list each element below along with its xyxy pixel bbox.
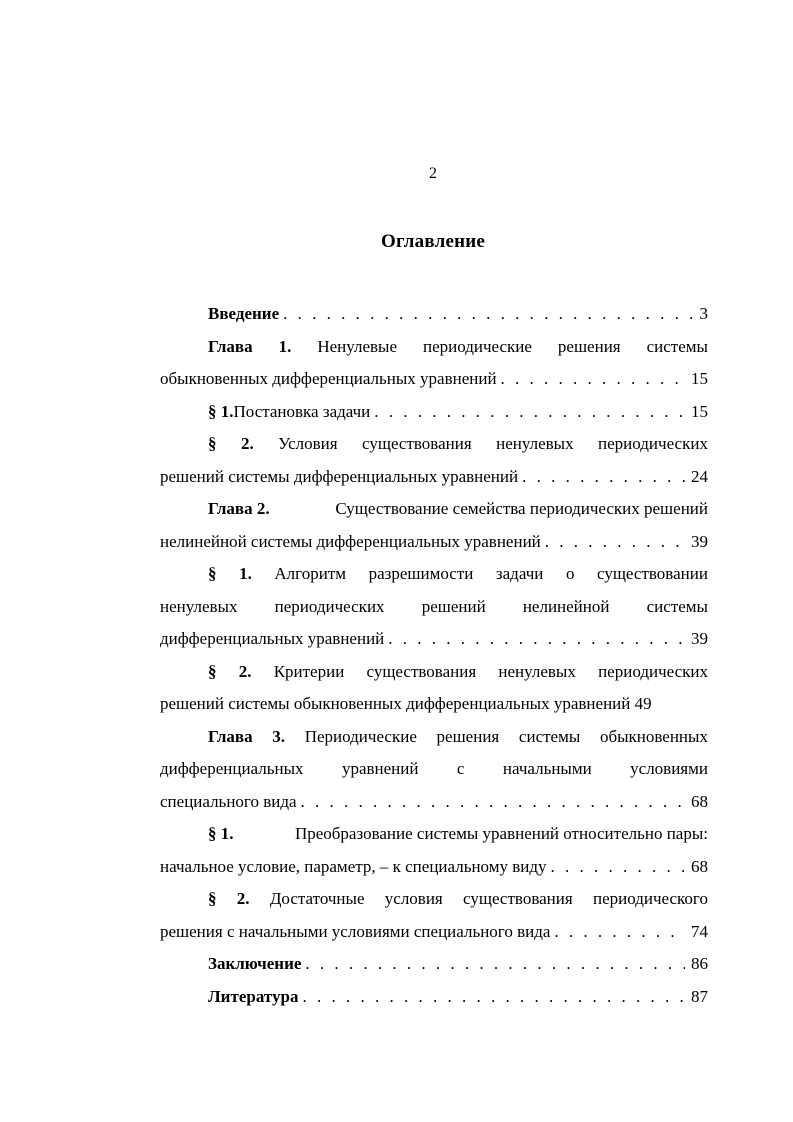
toc-entry-text: ненулевых (496, 434, 574, 453)
toc-entry-line (160, 493, 708, 526)
toc-entry-text: Достаточные (269, 889, 365, 908)
toc-entry-text: решений системы обыкновенных дифференциальных уравнений 49 (160, 694, 652, 713)
toc-entry-text: 1. (278, 336, 292, 356)
toc-entry-text: 1. (239, 564, 252, 583)
toc-page-number: 68 (691, 791, 708, 811)
toc-entry[interactable] (160, 493, 708, 558)
toc-entry-text: периодических (598, 661, 708, 681)
dot-leader (545, 526, 685, 559)
toc-entry-text: Критерии (273, 661, 345, 681)
toc-page-number: 15 (691, 401, 708, 421)
dot-leader (301, 786, 685, 819)
dot-leader (283, 298, 693, 331)
toc-entry-text: § (208, 564, 217, 583)
toc-entry[interactable] (160, 656, 708, 721)
toc-page-number: 39 (691, 629, 708, 648)
toc-entry-text: 3. (272, 726, 286, 746)
toc-entry[interactable] (160, 948, 708, 981)
dot-leader (551, 851, 685, 884)
toc-entry-text: решения с начальными условиями специального вида (160, 921, 551, 941)
toc-entry-text: Литература (208, 986, 299, 1006)
toc-entry-text: существования (463, 889, 573, 908)
dot-leader (305, 948, 685, 981)
toc-entry-text: ненулевых (498, 661, 576, 681)
toc-page-number: 3 (699, 304, 708, 323)
toc-entry-text: § 1. (208, 824, 234, 843)
toc-entry-line (160, 656, 708, 689)
toc-entry-line (160, 526, 708, 559)
toc-entry-text: § (208, 661, 217, 681)
toc-entry-text: существования (362, 434, 472, 453)
toc-page-number: 86 (691, 954, 708, 973)
toc-title: Оглавление (380, 231, 486, 252)
toc-entry-text: обыкновенных дифференциальных уравнений (160, 369, 497, 388)
toc-entry-text: § (208, 889, 217, 908)
toc-page-number: 74 (691, 921, 708, 941)
toc-page-number: 87 (691, 986, 708, 1006)
toc-entry-text: специального вида (160, 791, 297, 811)
toc-page-number: 15 (691, 369, 708, 388)
toc-entry-line (160, 818, 708, 851)
toc-entry-line (160, 753, 708, 786)
toc-entry-text: существовании (597, 564, 708, 583)
toc-entry-line (160, 298, 708, 331)
toc-entry-text: Заключение (208, 954, 302, 973)
toc-entry-text: решений (421, 596, 486, 616)
toc-entry-text: решений системы дифференциальных уравнений (160, 466, 519, 486)
toc-entry-text: Преобразование системы уравнений относительно пары: (294, 824, 708, 843)
toc-entry-line (160, 363, 708, 396)
toc-entry-text: 2. (236, 889, 250, 908)
toc-entry-text: начальными (502, 759, 592, 778)
toc-entry-line (160, 786, 708, 819)
table-of-contents (160, 298, 708, 1013)
toc-entry-text: Алгоритм (274, 564, 347, 583)
toc-entry-text: Постановка задачи (233, 401, 371, 421)
toc-entry-text: решения (557, 336, 621, 356)
toc-entry-text: уравнений (341, 759, 419, 778)
toc-entry[interactable] (160, 428, 708, 493)
toc-entry-line (160, 461, 708, 494)
dot-leader (388, 623, 685, 656)
toc-entry-text: нелинейной (522, 596, 610, 616)
toc-entry-line (160, 396, 708, 429)
toc-entry[interactable] (160, 331, 708, 396)
toc-entry-line (160, 883, 708, 916)
toc-entry-text: условиями (630, 759, 708, 778)
toc-entry-text: 2. (240, 434, 254, 453)
toc-entry-text: Ненулевые (317, 336, 398, 356)
toc-entry[interactable] (160, 721, 708, 819)
toc-entry-text: Периодические (304, 726, 417, 746)
toc-entry-text: Глава 2. (208, 499, 270, 518)
toc-entry-text: существования (366, 661, 477, 681)
toc-entry[interactable] (160, 981, 708, 1014)
toc-entry-text: системы (518, 726, 581, 746)
toc-entry-text: 2. (238, 661, 252, 681)
page-number: 2 (429, 165, 437, 182)
toc-entry-line (160, 331, 708, 364)
toc-entry-line (160, 916, 708, 949)
toc-entry-text: решения (436, 726, 500, 746)
toc-entry-text: периодических (598, 434, 708, 453)
toc-entry-text: с (456, 759, 465, 778)
dot-leader (554, 916, 685, 949)
toc-page-number: 39 (691, 531, 708, 551)
toc-page-number: 24 (691, 466, 708, 486)
toc-entry-line (160, 948, 708, 981)
toc-entry-text: разрешимости (368, 564, 474, 583)
toc-entry-text: периодические (422, 336, 532, 356)
toc-entry-text: обыкновенных (599, 726, 708, 746)
toc-entry-text: нелинейной системы дифференциальных уравнений (160, 531, 541, 551)
toc-entry-text: системы (646, 336, 708, 356)
toc-page-number: 68 (691, 856, 708, 876)
toc-entry-text: условия (384, 889, 443, 908)
toc-entry[interactable] (160, 396, 708, 429)
toc-entry-text: Условия (278, 434, 338, 453)
toc-entry-text: периодических (274, 596, 385, 616)
toc-entry-text: § 1. (208, 401, 234, 421)
toc-entry-text: ненулевых (160, 596, 238, 616)
toc-entry-text: дифференциальных уравнений (160, 629, 385, 648)
toc-entry-text: периодического (592, 889, 708, 908)
toc-entry-line (160, 558, 708, 591)
dot-leader (501, 363, 685, 396)
toc-entry[interactable] (160, 818, 708, 883)
dot-leader (374, 396, 685, 429)
dot-leader (522, 461, 685, 494)
toc-entry-text: Существование семейства периодических решений (335, 499, 708, 518)
toc-entry-text: § (208, 434, 217, 453)
toc-entry-line (160, 623, 708, 656)
toc-entry-line (160, 851, 708, 884)
toc-entry-text: Глава (208, 726, 253, 746)
dot-leader (302, 981, 685, 1014)
toc-entry-text: Введение (208, 304, 280, 323)
toc-entry-text: начальное условие, параметр, – к специальному виду (160, 856, 547, 876)
toc-entry-line (160, 981, 708, 1014)
toc-entry-line (160, 428, 708, 461)
toc-entry-line (160, 591, 708, 624)
toc-entry-line (160, 721, 708, 754)
toc-entry-line (160, 688, 708, 721)
toc-entry-text: дифференциальных (160, 759, 304, 778)
toc-entry-text: задачи (495, 564, 544, 583)
toc-entry-text: системы (646, 596, 708, 616)
toc-entry-text: о (565, 564, 575, 583)
toc-entry[interactable] (160, 558, 708, 656)
toc-entry[interactable] (160, 298, 708, 331)
toc-entry-text: Глава (208, 336, 253, 356)
toc-entry[interactable] (160, 883, 708, 948)
